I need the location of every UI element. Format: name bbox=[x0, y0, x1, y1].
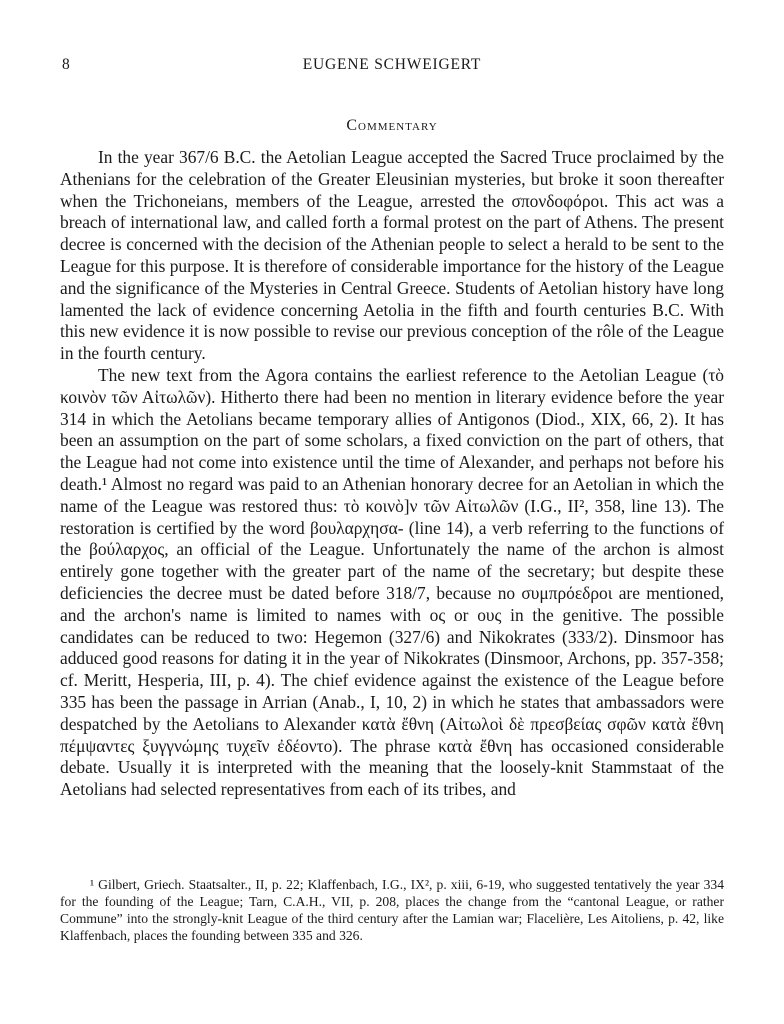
page-header bbox=[60, 56, 724, 80]
footnote bbox=[60, 876, 724, 944]
body-text bbox=[60, 147, 724, 801]
running-head: EUGENE SCHWEIGERT bbox=[302, 56, 482, 73]
section-title: Commentary bbox=[346, 117, 438, 134]
page-number: 8 bbox=[62, 56, 71, 73]
footnote-text: ¹ Gilbert, Griech. Staatsalter., II, p. 22; Klaffenbach, I.G., IX², p. xiii, 6-19, who suggested tentatively the year 334 for the founding of the League; Tarn, C.A.H., VII, p. 208, places the change from the “cantonal League, or rather Commune” into the strongly-knit League of the third century after the Lamian war; Flacelière, Les Aitoliens, p. 42, like Klaffenbach, places the founding between 335 and 326. bbox=[60, 877, 724, 943]
paragraph: The new text from the Agora contains the earliest reference to the Aetolian League (τὸ κοινὸν τῶν Αἰτωλῶν). Hitherto there had been no mention in literary evidence before the year 314 in which the Aetolians became temporary allies of Antigonos (Diod., XIX, 66, 2). It has been an assumption on the part of some scholars, a fixed conviction on the part of others, that the League had not come into existence until the time of Alexander, and perhaps not before his death.¹ Almost no regard was paid to an Athenian honorary decree for an Aetolian in which the name of the League was restored thus: τὸ κοινὸ]ν τῶν Αἰτωλῶν (I.G., II², 358, line 13). The restoration is certified by the word βουλαρχησα- (line 14), a verb referring to the functions of the βούλαρχος, an official of the League. Unfortunately the name of the archon is almost entirely gone together with the greater part of the name of the secretary; but despite these deficiencies the decree must be dated before 318/7, because no συμπρόεδροι are mentioned, and the archon's name is limited to names with ος or ους in the genitive. The possible candidates can be reduced to two: Hegemon (327/6) and Nikokrates (333/2). Dinsmoor has adduced good reasons for dating it in the year of Nikokrates (Dinsmoor, Archons, pp. 357-358; cf. Meritt, Hesperia, III, p. 4). The chief evidence against the existence of the League before 335 has been the passage in Arrian (Anab., I, 10, 2) in which he states that ambassadors were despatched by the Aetolians to Alexander κατὰ ἔθνη (Αἰτωλοὶ δὲ πρεσβείας σφῶν κατὰ ἔθνη πέμψαντες ξυγγνώμης τυχεῖν ἐδέοντο). The phrase κατὰ ἔθνη has occasioned considerable debate. Usually it is interpreted with the meaning that the loosely-knit Stammstaat of the Aetolians had selected representatives from each of its tribes, and bbox=[60, 364, 724, 800]
paragraph: In the year 367/6 B.C. the Aetolian League accepted the Sacred Truce proclaimed by the Athenians for the celebration of the Greater Eleusinian mysteries, but broke it soon thereafter when the Trichoneians, members of the League, arrested the σπονδοφόροι. This act was a breach of international law, and called forth a formal protest on the part of Athens. The present decree is concerned with the decision of the Athenian people to select a herald to be sent to the League for this purpose. It is therefore of considerable importance for the history of the League and the significance of the Mysteries in Central Greece. Students of Aetolian history have long lamented the lack of evidence concerning Aetolia in the fifth and fourth centuries B.C. With this new evidence it is now possible to revise our previous conception of the rôle of the League in the fourth century. bbox=[60, 147, 724, 364]
